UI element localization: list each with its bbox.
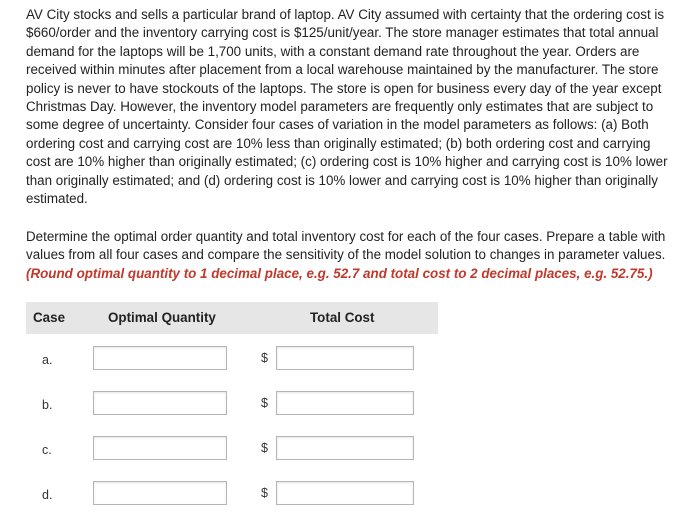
case-label: b.	[42, 398, 53, 412]
table-row-c	[26, 428, 438, 473]
table-row-d	[26, 473, 438, 512]
total-cost-input-a[interactable]	[276, 346, 414, 370]
case-label: a.	[42, 353, 53, 367]
header-total-cost: Total Cost	[310, 310, 375, 325]
table-row-a	[26, 338, 438, 383]
table-row-b	[26, 383, 438, 428]
answer-table	[26, 302, 438, 512]
case-label: d.	[42, 488, 53, 502]
instruction-text: Determine the optimal order quantity and total inventory cost for each of the four cases. Prepare a table with values from all four cases and compare the sensitivity of the model solution to changes in parameter values.	[26, 229, 666, 263]
dollar-sign: $	[261, 351, 268, 365]
table-header	[26, 302, 438, 334]
dollar-sign: $	[261, 396, 268, 410]
optimal-quantity-input-d[interactable]	[93, 481, 227, 505]
instruction-block	[26, 228, 676, 283]
dollar-sign: $	[261, 441, 268, 455]
dollar-sign: $	[261, 486, 268, 500]
optimal-quantity-input-a[interactable]	[93, 346, 227, 370]
optimal-quantity-input-b[interactable]	[93, 391, 227, 415]
total-cost-input-d[interactable]	[276, 481, 414, 505]
problem-statement: AV City stocks and sells a particular brand of laptop. AV City assumed with certainty that the ordering cost is $660/order and the inventory carrying cost is $125/unit/year. The store manager estimates that total annual demand for the laptops will be 1,700 units, with a constant demand rate throughout the year. Orders are received within minutes after placement from a local warehouse maintained by the manufacturer. The store policy is never to have stockouts of the laptops. The store is open for business every day of the year except Christmas Day. However, the inventory model parameters are frequently only estimates that are subject to some degree of uncertainty. Consider four cases of variation in the model parameters as follows: (a) Both ordering cost and carrying cost are 10% less than originally estimated; (b) both ordering cost and carrying cost are 10% higher than originally estimated; (c) ordering cost is 10% higher and carrying cost is 10% lower than originally estimated; and (d) ordering cost is 10% lower and carrying cost is 10% higher than originally estimated.	[26, 7, 668, 207]
case-label: c.	[42, 443, 52, 457]
rounding-note: (Round optimal quantity to 1 decimal place, e.g. 52.7 and total cost to 2 decimal places, e.g. 52.75.)	[26, 265, 653, 281]
total-cost-input-c[interactable]	[276, 436, 414, 460]
optimal-quantity-input-c[interactable]	[93, 436, 227, 460]
table-body	[26, 334, 438, 512]
header-case: Case	[33, 310, 66, 325]
total-cost-input-b[interactable]	[276, 391, 414, 415]
header-optimal-quantity: Optimal Quantity	[108, 310, 216, 325]
